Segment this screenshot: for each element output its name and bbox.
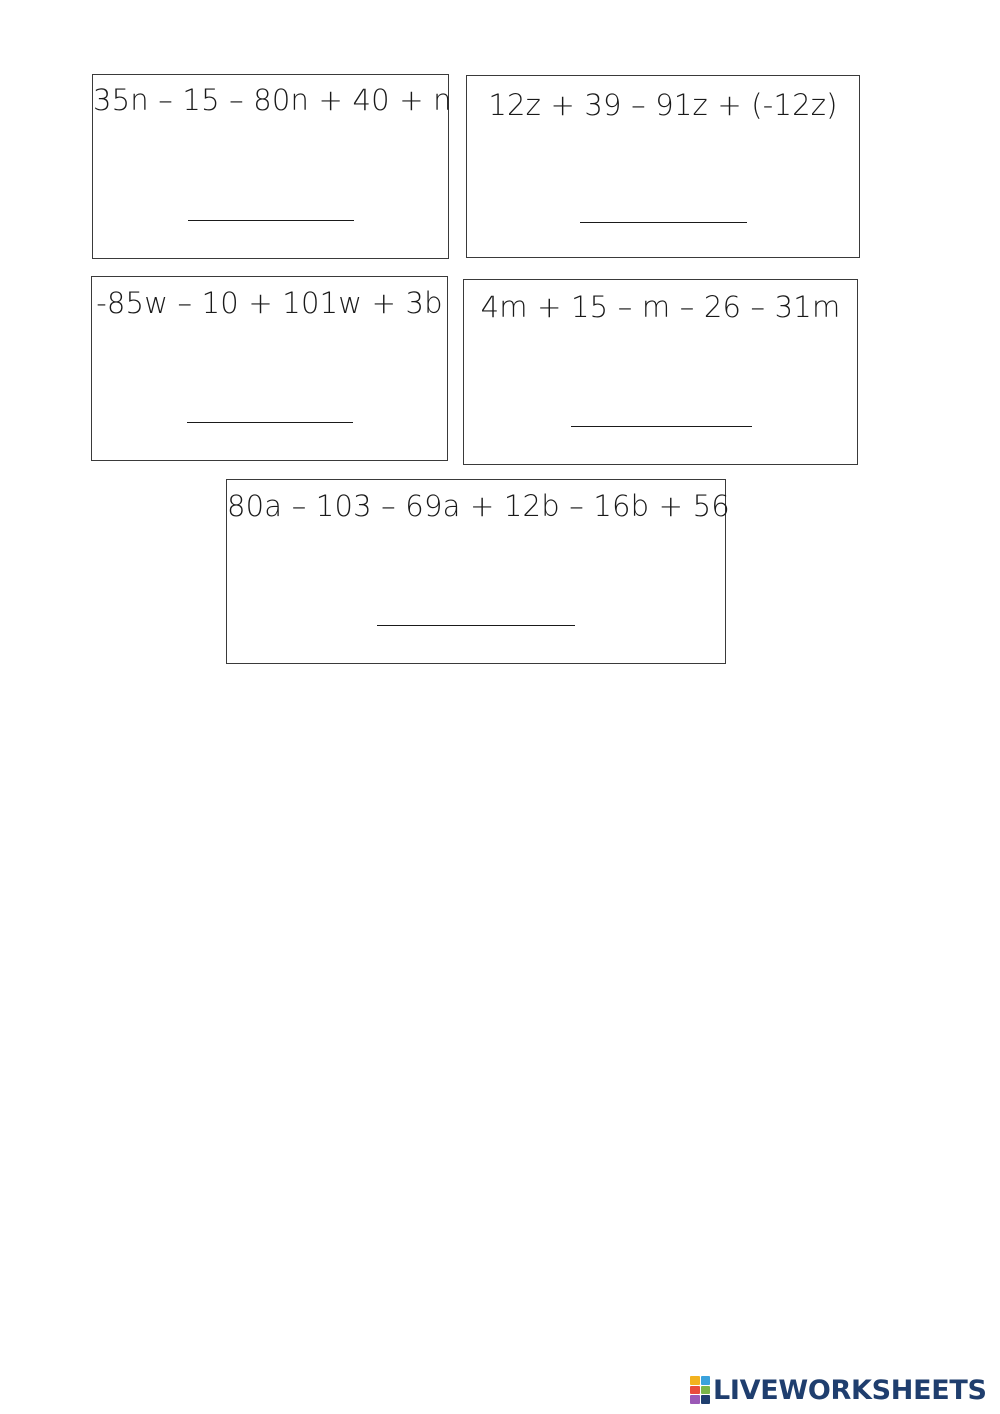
logo-tile [690,1395,700,1404]
logo-text: LIVEWORKSHEETS [713,1374,987,1406]
expression-text: 4m + 15 – m – 26 – 31m [480,290,841,324]
liveworksheets-logo [690,1374,987,1406]
logo-tile [690,1386,700,1395]
logo-tile [701,1395,711,1404]
logo-tile [701,1376,711,1385]
answer-blank[interactable] [187,422,353,423]
expression-text: 35n – 15 – 80n + 40 + n [93,83,452,117]
expression-text: -85w – 10 + 101w + 3b [96,286,443,320]
logo-tile [701,1386,711,1395]
expression-card-5 [226,479,730,664]
answer-blank[interactable] [580,222,747,223]
answer-blank[interactable] [571,426,752,427]
expression-card-2 [466,75,860,258]
expression-text: 12z + 39 – 91z + (-12z) [488,88,838,122]
expression-card-3 [91,276,448,461]
expression-text: 80a – 103 – 69a + 12b – 16b + 56 [227,489,730,523]
answer-blank[interactable] [188,220,354,221]
expression-card-4 [463,279,858,465]
logo-tile [690,1376,700,1385]
expression-card-1 [92,74,452,259]
answer-blank[interactable] [377,625,575,626]
liveworksheets-logo-icon [690,1376,710,1404]
